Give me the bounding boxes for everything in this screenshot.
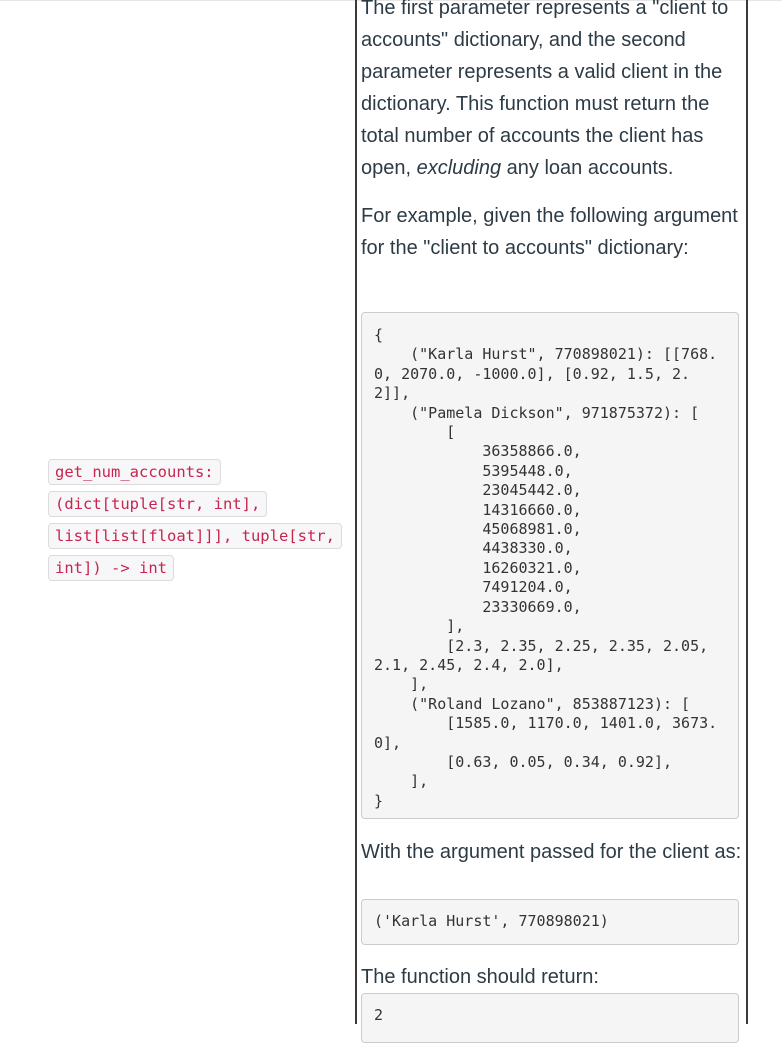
description-cell — [359, 0, 745, 1024]
example-dictionary-code-block — [361, 312, 739, 819]
client-argument-paragraph: With the argument passed for the client as: — [361, 841, 742, 863]
description-text: The first parameter represents a "client to accounts" dictionary, and the second parameter represents a valid client in the dictionary. This function must return the total number of accounts the client has open, — [361, 0, 729, 179]
function-signature-code: get_num_accounts: (dict[tuple[str, int], list[list[float]]], tuple[str, int]) -> int — [48, 459, 342, 581]
client-argument-code: ('Karla Hurst', 770898021) — [374, 912, 609, 930]
description-text-tail: any loan accounts. — [501, 157, 674, 179]
return-value-paragraph: The function should return: — [361, 966, 599, 988]
table-border-right — [746, 0, 748, 1024]
function-signature — [48, 456, 348, 584]
function-name-cell — [0, 0, 355, 1024]
return-value-code: 2 — [374, 1006, 384, 1024]
example-dictionary-code: { ("Karla Hurst", 770898021): [[768.0, 2070.0, -1000.0], [0.92, 1.5, 2.2]], ("Pamela Dickson", 971875372): [ [ 36358866.0, 5395448.0, 23045442.0, 14316660.0, 45068981.0, 4438330.0, 16260321.0, 7491204.0, 23330669.0, ], [2.3, 2.35, 2.25, 2.35, 2.05, 2.1, 2.45, 2.4, 2.0], ], ("Roland Lozano", 853887123): [ [1585.0, 1170.0, 1401.0, 3673.0], [0.63, 0.05, 0.34, 0.92], ], } — [374, 326, 718, 810]
description-paragraph — [361, 0, 745, 184]
example-intro-paragraph: For example, given the following argument for the "client to accounts" dictionary: — [361, 205, 738, 259]
return-value-code-block — [361, 993, 739, 1043]
client-argument-code-block — [361, 899, 739, 945]
table-border-left — [355, 0, 357, 1024]
emphasis-excluding: excluding — [416, 157, 502, 179]
